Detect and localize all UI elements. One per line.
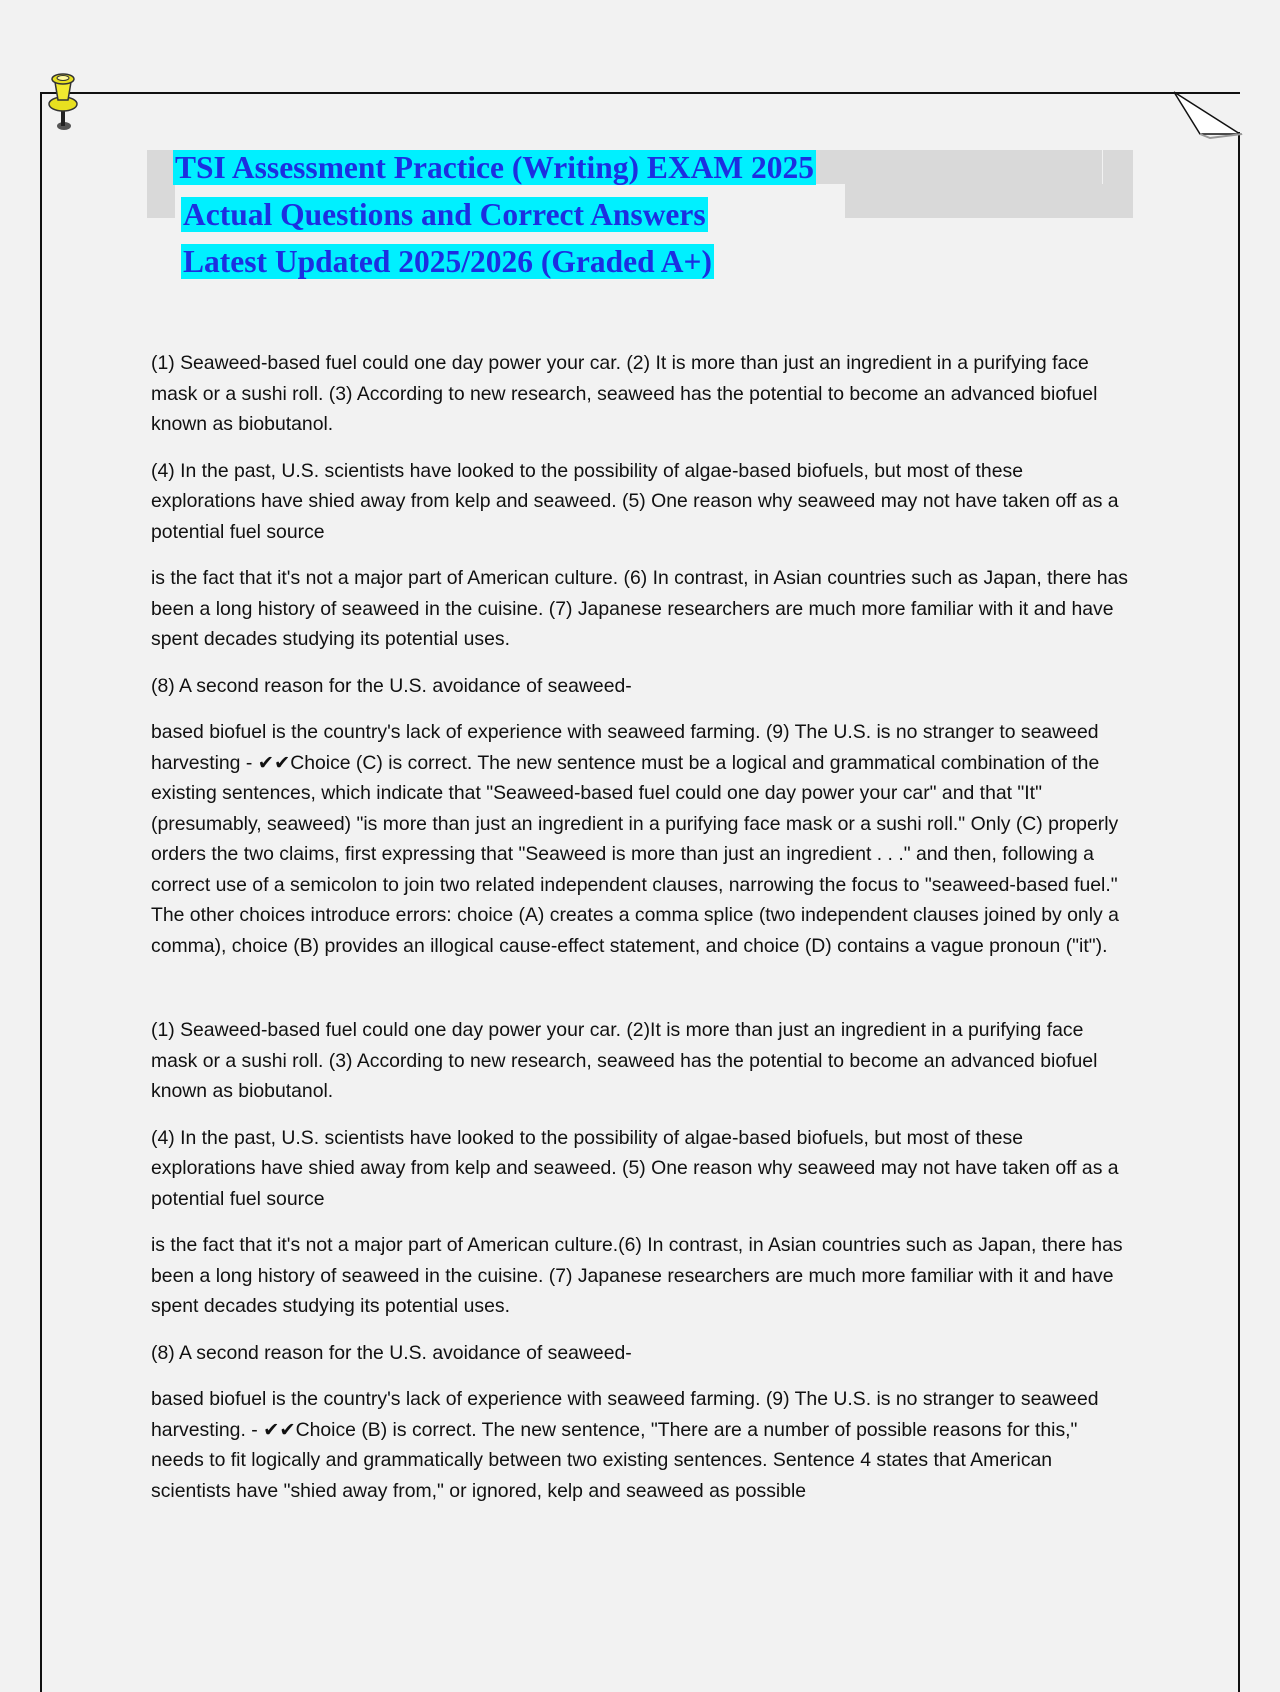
paragraph: (4) In the past, U.S. scientists have looked to the possibility of algae-based biofuels, but most of these explorations have shied away from kelp and seaweed. (5) One reason why seaweed may not have taken off as a potential fuel source xyxy=(151,1126,1119,1210)
paragraph: (1) Seaweed-based fuel could one day power your car. (2)It is more than just an ingredient in a purifying face mask or a sushi roll. (3) According to new research, seaweed has the potential to become an advanced biofuel known as biobutanol. xyxy=(151,1019,1098,1102)
answer-paragraph: based biofuel is the country's lack of experience with seaweed farming. (9) The U.S. is no stranger to seaweed harvesting - ✔✔Choice (C) is correct. The new sentence must be a logical and grammatical combination of the existing sentences, which indicate that "Seaweed-based fuel could one day power your car" and that "It" (presumably, seaweed) "is more than just an ingredient in a purifying face mask or a sushi roll." Only (C) properly orders the two claims, first expressing that "Seaweed is more than just an ingredient . . ." and then, following a correct use of a semicolon to join two related independent clauses, narrowing the focus to "seaweed-based fuel." The other choices introduce errors: choice (A) creates a comma splice (two independent clauses joined by only a comma), choice (B) provides an illogical cause-effect statement, and choice (D) contains a vague pronoun ("it"). xyxy=(151,721,1119,957)
document-title xyxy=(175,150,816,291)
paragraph: (4) In the past, U.S. scientists have looked to the possibility of algae-based biofuels, but most of these explorations have shied away from kelp and seaweed. (5) One reason why seaweed may not have taken off as a potential fuel source xyxy=(151,459,1119,543)
folded-corner-icon xyxy=(1170,88,1245,143)
title-line-3: Latest Updated 2025/2026 (Graded A+) xyxy=(183,244,712,279)
paragraph: (8) A second reason for the U.S. avoidance of seaweed- xyxy=(151,674,632,697)
title-line-2: Actual Questions and Correct Answers xyxy=(183,197,706,232)
title-shadow xyxy=(845,184,1133,218)
title-shadow xyxy=(147,184,175,218)
paragraph: (1) Seaweed-based fuel could one day power your car. (2) It is more than just an ingredient in a purifying face mask or a sushi roll. (3) According to new research, seaweed has the potential to become an advanced biofuel known as biobutanol. xyxy=(151,352,1098,435)
answer-paragraph: based biofuel is the country's lack of experience with seaweed farming. (9) The U.S. is no stranger to seaweed harvesting. - ✔✔Choice (B) is correct. The new sentence, "There are a number of possible reasons for this," needs to fit logically and grammatically between two existing sentences. Sentence 4 states that American scientists have "shied away from," or ignored, kelp and seaweed as possible xyxy=(151,1388,1099,1502)
paragraph: is the fact that it's not a major part of American culture. (6) In contrast, in Asian countries such as Japan, there has been a long history of seaweed in the cuisine. (7) Japanese researchers are much more familiar with it and have spent decades studying its potential uses. xyxy=(151,567,1128,650)
paragraph: (8) A second reason for the U.S. avoidance of seaweed- xyxy=(151,1341,632,1364)
paragraph: is the fact that it's not a major part of American culture.(6) In contrast, in Asian countries such as Japan, there has been a long history of seaweed in the cuisine. (7) Japanese researchers are much more familiar with it and have spent decades studying its potential uses. xyxy=(151,1234,1123,1317)
pushpin-icon xyxy=(46,70,86,132)
title-line-1: TSI Assessment Practice (Writing) EXAM 2025 xyxy=(175,150,814,185)
document-body xyxy=(151,348,1131,1522)
page-frame-right-edge xyxy=(1238,132,1240,1692)
